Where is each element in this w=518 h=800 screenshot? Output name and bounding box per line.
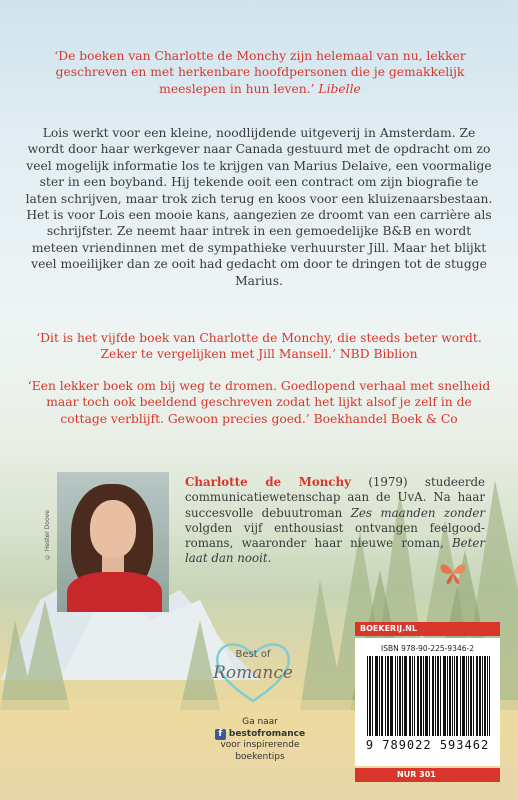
- author-bio: Charlotte de Monchy (1979) studeerde communicatiewetenschap aan de UvA. Na haar succesvolle debuutroman Zes maanden zonder volgden vijf enthousiast ontvangen feelgood-romans, waaronder haar nieuwe roman, Beter laat dan nooit.: [185, 475, 486, 566]
- facebook-handle: bestofromance: [228, 728, 306, 739]
- author-name: Charlotte de Monchy: [185, 475, 351, 489]
- barcode-panel: [355, 622, 500, 782]
- facebook-promo: Ga naar f bestofromance voor inspirerende boekentips: [205, 717, 315, 763]
- butterfly-icon: [438, 560, 468, 586]
- photo-credit: © Hester Doove: [44, 510, 51, 560]
- review-quote-libelle: ‘De boeken van Charlotte de Monchy zijn helemaal van nu, lekker geschreven en met herkenbare hoofdpersonen die je gemakkelijk meeslepen in hun leven.’ Libelle: [54, 49, 466, 96]
- author-photo: [57, 472, 169, 612]
- best-of-romance-logo: Best of Romance: [206, 635, 300, 707]
- nur-label: NUR 301: [355, 768, 500, 782]
- barcode: [367, 656, 490, 736]
- facebook-icon: f: [215, 729, 226, 740]
- publisher-label: BOEKERIJ.NL: [355, 622, 500, 636]
- review-quote-nbd-biblion: ‘Dit is het vijfde boek van Charlotte de Monchy, die steeds beter wordt. Zeker te vergelijken met Jill Mansell.’ NBD Biblion: [36, 331, 482, 362]
- isbn-text: ISBN 978-90-225-9346-2: [381, 644, 474, 653]
- review-quote-boekhandel: ‘Een lekker boek om bij weg te dromen. Goedlopend verhaal met snelheid maar toch ook beeldend geschreven zodat het lijkt alsof je zelf in de cottage verblijft. Gewoon precies goed.’ Boekhandel Boek & Co: [27, 379, 491, 426]
- book-blurb: Lois werkt voor een kleine, noodlijdende uitgeverij in Amsterdam. Ze wordt door haar werkgever naar Canada gestuurd met de opdracht om zo veel mogelijk informatie los te krijgen van Marius Delaive, een voormalige ster in een boyband. Hij tekende ooit een contract om zijn biografie te laten schrijven, maar trok zich terug en koos voor een kluizenaarsbestaan. Het is voor Lois een mooie kans, aangezien ze droomt van een carrière als schrijfster. Ze neemt haar intrek in een gemoedelijke B&B en wordt meteen vriendinnen met de sympathieke verhuurster Jill. Maar het blijkt veel moeilijker dan ze ooit had gedacht om door te dringen tot de stugge Marius.: [25, 126, 493, 288]
- barcode-digits: 9 789022 593462: [365, 738, 490, 752]
